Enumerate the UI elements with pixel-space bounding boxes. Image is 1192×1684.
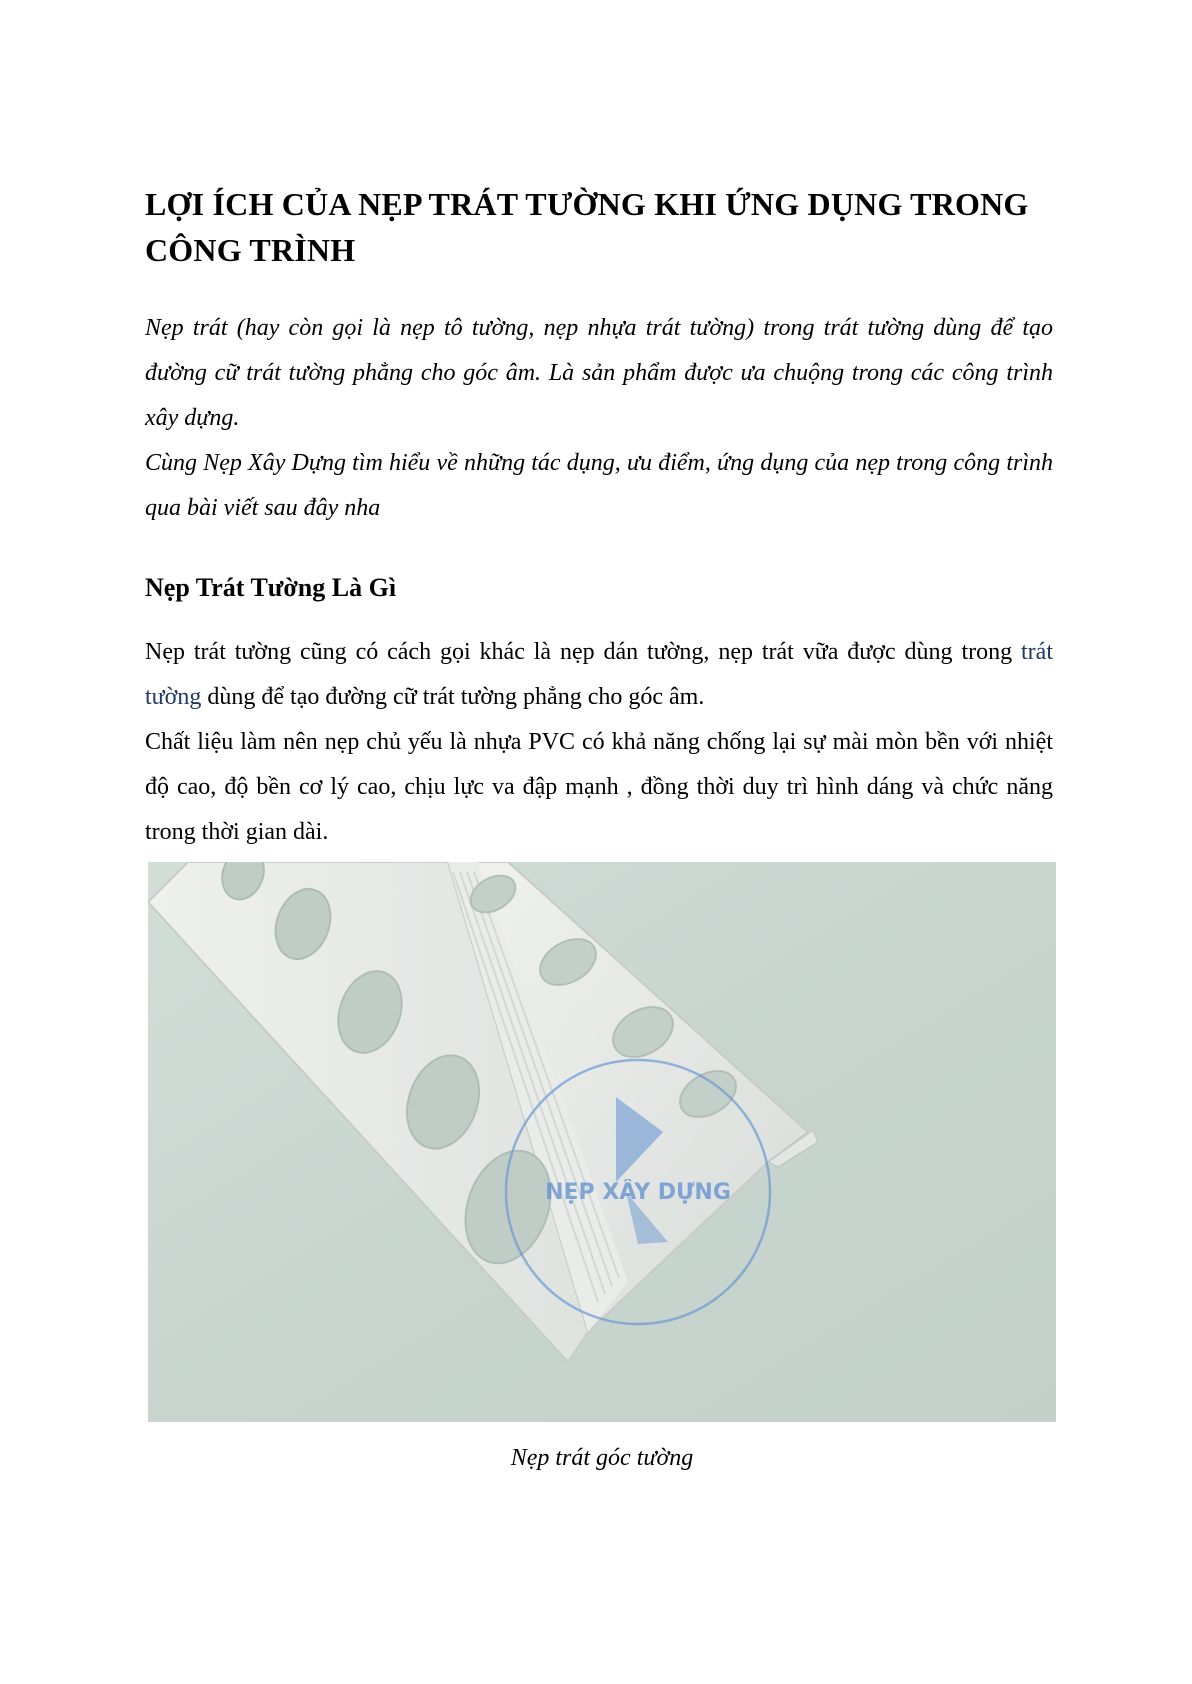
trat-tuong-link[interactable]: trát tường <box>145 639 1053 710</box>
section-paragraph-1-text-b: dùng để tạo đường cữ trát tường phẳng cho góc âm. <box>201 684 705 710</box>
section-heading: Nẹp Trát Tường Là Gì <box>145 573 397 602</box>
section-paragraph-1-text-a: Nẹp trát tường cũng có cách gọi khác là nẹp dán tường, nẹp trát vữa được dùng trong <box>145 639 1022 665</box>
product-photo <box>148 862 1056 1422</box>
section-body <box>145 630 1053 855</box>
intro-paragraph-1: Nẹp trát (hay còn gọi là nẹp tô tường, nẹp nhựa trát tường) trong trát tường dùng để tạo đường cữ trát tường phẳng cho góc âm. Là sản phẩm được ưa chuộng trong các công trình xây dựng. <box>145 315 1053 431</box>
watermark-text: NẸP XÂY DỰNG <box>545 1180 731 1205</box>
intro-block <box>145 306 1053 531</box>
product-photo-illustration <box>148 862 1056 1422</box>
section-paragraph-2: Chất liệu làm nên nẹp chủ yếu là nhựa PVC có khả năng chống lại sự mài mòn bền với nhiệt độ cao, độ bền cơ lý cao, chịu lực va đập mạnh , đồng thời duy trì hình dáng và chức năng trong thời gian dài. <box>145 729 1053 845</box>
document-title: LỢI ÍCH CỦA NẸP TRÁT TƯỜNG KHI ỨNG DỤNG TRONG CÔNG TRÌNH <box>145 186 1029 268</box>
intro-paragraph-2: Cùng Nẹp Xây Dựng tìm hiểu về những tác dụng, ưu điểm, ứng dụng của nẹp trong công trình qua bài viết sau đây nha <box>145 450 1053 521</box>
figure-caption: Nẹp trát góc tường <box>510 1445 694 1471</box>
section-paragraph-1 <box>145 630 1053 720</box>
